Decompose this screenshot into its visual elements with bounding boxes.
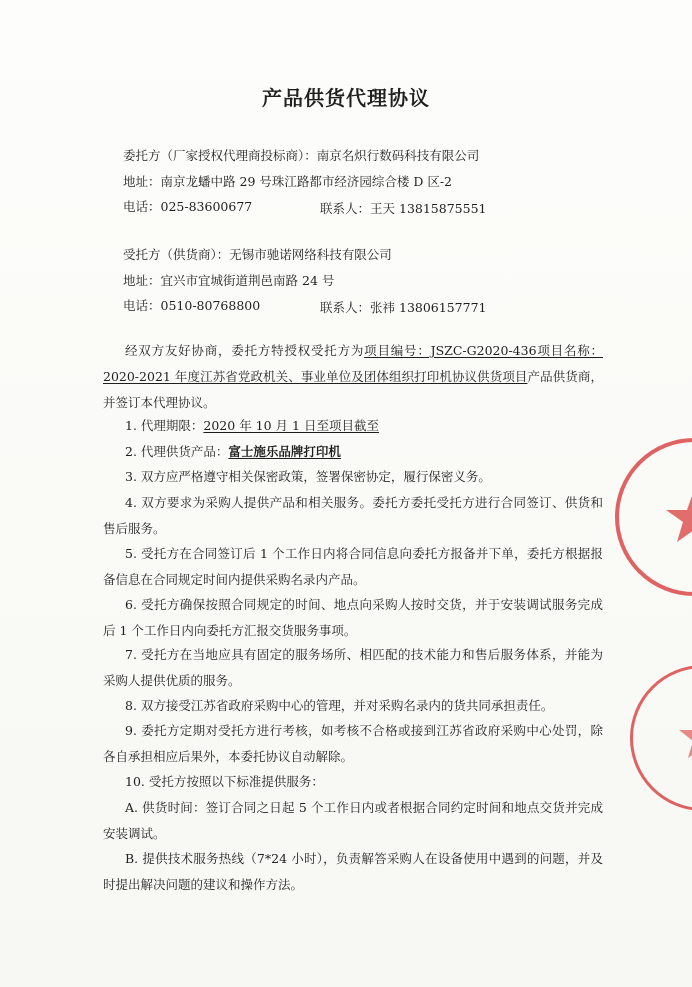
agent-contact-line bbox=[320, 298, 486, 316]
clause-8: 8. 双方接受江苏省政府采购中心的管理，并对采购名录内的货共同承担责任。 bbox=[125, 698, 554, 713]
principal-phone: 025-83600677 bbox=[160, 199, 253, 214]
agent-address-label: 地址： bbox=[123, 273, 161, 288]
agent-contact-label: 联系人： bbox=[320, 300, 371, 315]
clause-2 bbox=[103, 439, 603, 465]
intro-lead: 经双方友好协商，委托方特授权受托方为 bbox=[125, 343, 365, 358]
principal-label: 委托方（厂家授权代理商投标商）： bbox=[123, 148, 317, 163]
clause-6: 6. 受托方确保按照合同规定的时间、地点向采购人按时交货，并于安装调试服务完成后 1 个工作日内向委托方汇报交货服务事项。 bbox=[103, 597, 603, 638]
document-title: 产品供货代理协议 bbox=[262, 86, 430, 110]
principal-phone-line bbox=[123, 199, 252, 215]
agent-label: 受托方（供货商）： bbox=[123, 247, 230, 262]
principal-name: 南京名炽行数码科技有限公司 bbox=[316, 148, 480, 163]
agent-name: 无锡市驰诺网络科技有限公司 bbox=[229, 247, 392, 262]
clause-1 bbox=[103, 413, 603, 439]
principal-contact-line bbox=[320, 199, 486, 217]
agent-phone-label: 电话： bbox=[123, 298, 161, 313]
clause-1-prefix: 1. 代理期限： bbox=[125, 418, 204, 433]
clause-10: 10. 受托方按照以下标准提供服务： bbox=[125, 774, 324, 789]
agent-phone: 0510-80768800 bbox=[160, 298, 261, 313]
agent-address-line bbox=[123, 273, 334, 289]
clause-1-term: 2020 年 10 月 1 日至项目截至 bbox=[203, 418, 379, 433]
seal-star-icon-lower bbox=[633, 668, 692, 808]
principal-phone-label: 电话： bbox=[123, 199, 161, 214]
intro-tail: 产品供货商，并签订本代理协议。 bbox=[103, 369, 603, 410]
clause-10b: B. 提供技术服务热线（7*24 小时），负责解答采购人在设备使用中遇到的问题，并及时提出解决问题的建议和操作方法。 bbox=[103, 851, 603, 892]
principal-contact-label: 联系人： bbox=[320, 201, 371, 216]
principal-address-label: 地址： bbox=[123, 174, 161, 189]
seal-star-icon-upper bbox=[619, 442, 692, 592]
principal-contact: 王天 13815875551 bbox=[370, 201, 487, 216]
clause-10a: A. 供货时间：签订合同之日起 5 个工作日内或者根据合同约定时间和地点交货并完成安装调试。 bbox=[103, 800, 603, 841]
clause-3: 3. 双方应严格遵守相关保密政策，签署保密协定，履行保密义务。 bbox=[125, 469, 491, 484]
agent-phone-line bbox=[123, 298, 260, 314]
agent-line bbox=[123, 247, 392, 263]
clause-7: 7. 受托方在当地应具有固定的服务场所、相匹配的技术能力和售后服务体系，并能为采购人提供优质的服务。 bbox=[103, 647, 603, 688]
agent-contact: 张祎 13806157771 bbox=[370, 300, 487, 315]
agent-address: 宜兴市宜城街道荆邑南路 24 号 bbox=[160, 273, 335, 288]
company-seal-lower bbox=[630, 665, 692, 811]
intro-paragraph bbox=[103, 338, 603, 416]
clause-2-product: 富士施乐品牌打印机 bbox=[228, 444, 341, 459]
principal-address-line bbox=[123, 174, 452, 190]
clause-5: 5. 受托方在合同签订后 1 个工作日内将合同信息向委托方报备并下单，委托方根据报备信息在合同规定时间内提供采购名录内产品。 bbox=[103, 546, 603, 587]
company-seal-upper bbox=[615, 438, 692, 596]
principal-address: 南京龙蟠中路 29 号珠江路都市经济园综合楼 D 区-2 bbox=[160, 174, 453, 189]
clause-9: 9. 委托方定期对受托方进行考核，如考核不合格或接到江苏省政府采购中心处罚，除各自承担相应后果外，本委托协议自动解除。 bbox=[103, 723, 603, 764]
clause-4: 4. 双方要求为采购人提供产品和相关服务。委托方委托受托方进行合同签订、供货和售后服务。 bbox=[103, 495, 603, 536]
project-name: 项目名称：2020-2021 年度江苏省党政机关、事业单位及团体组织打印机协议供货项目 bbox=[103, 343, 603, 384]
principal-line bbox=[123, 148, 479, 164]
project-number: 项目编号：JSZC-G2020-436 bbox=[364, 343, 537, 358]
clause-2-prefix: 2. 代理供货产品： bbox=[125, 444, 229, 459]
